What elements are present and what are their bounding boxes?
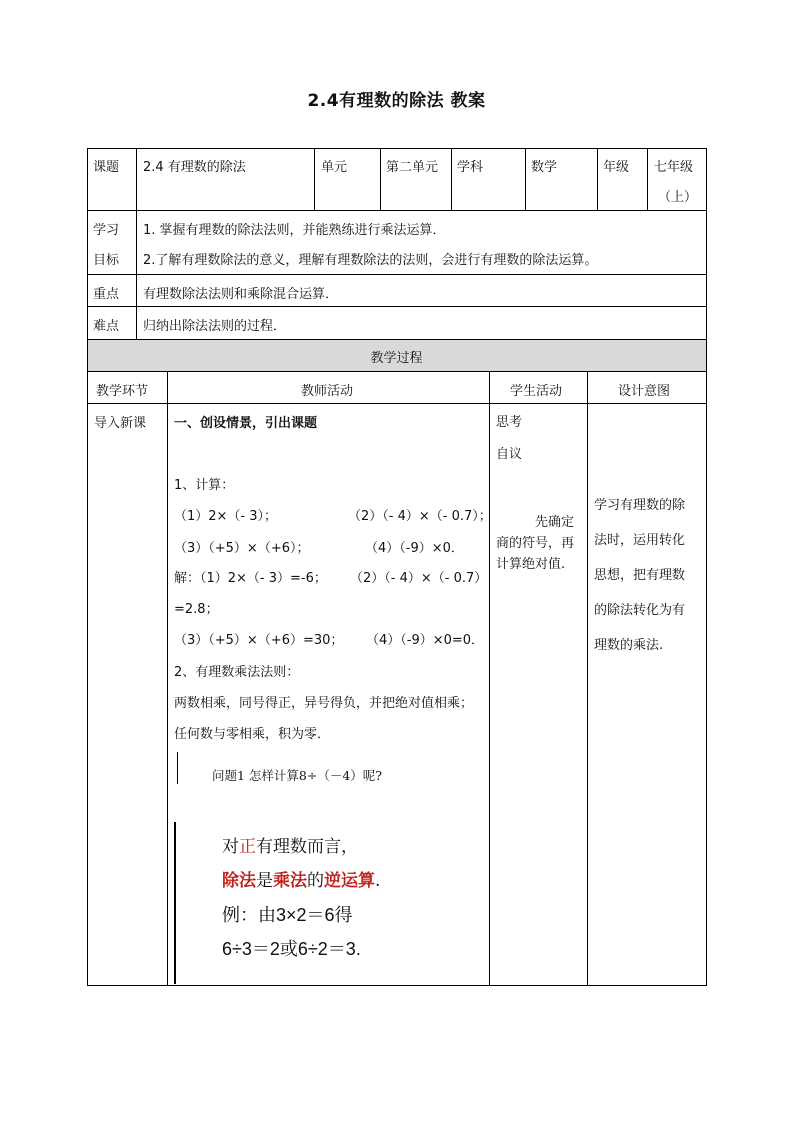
example-line-1: 例：由3×2＝6得 <box>222 905 353 925</box>
question-1: （1）2×（- 3）； <box>174 509 278 524</box>
note-bar <box>174 822 176 984</box>
answer-3: （3）（+5）×（+6）=30； <box>174 633 344 648</box>
column-stage: 教学环节 <box>96 384 149 399</box>
goals-label: 学习 <box>93 223 120 238</box>
subject-label: 学科 <box>457 160 484 175</box>
intent-line-4: 的除法转化为有 <box>594 603 686 618</box>
question-bar <box>177 752 178 784</box>
intent-line-2: 法时，运用转化 <box>594 533 686 548</box>
intent-line-5: 理数的乘法. <box>594 638 664 653</box>
student-line-4: 商的符号，再 <box>496 536 575 551</box>
goal-1: 1. 掌握有理数的除法法则，并能熟练进行乘法运算． <box>143 223 446 238</box>
process-header: 教学过程 <box>370 351 423 366</box>
goal-2: 2.了解有理数除法的意义，理解有理数除法的法则，会进行有理数的除法运算。 <box>143 253 598 268</box>
column-intent: 设计意图 <box>618 384 671 399</box>
key-label: 重点 <box>93 287 120 302</box>
goals-label-2: 目标 <box>93 253 120 268</box>
note-line-1: 对正有理数而言， <box>222 837 358 857</box>
rule-heading: 2、有理数乘法法则： <box>174 665 300 680</box>
rule-2: 任何数与零相乘，积为零． <box>174 727 331 742</box>
example-line-2: 6÷3＝2或6÷2＝3. <box>222 939 361 959</box>
course-value: 2.4 有理数的除法 <box>143 160 246 175</box>
student-line-2: 自议 <box>496 447 523 462</box>
unit-value: 第二单元 <box>386 160 439 175</box>
difficulty-label: 难点 <box>93 319 120 334</box>
column-student: 学生活动 <box>510 384 563 399</box>
answer-2-result: =2.8； <box>174 602 219 617</box>
page-title: 2.4有理数的除法 教案 <box>307 91 486 111</box>
column-teacher: 教师活动 <box>301 384 354 399</box>
question-2: （2）（- 4）×（- 0.7）； <box>348 509 492 524</box>
student-line-3: 先确定 <box>535 515 575 530</box>
unit-label: 单元 <box>321 160 348 175</box>
student-line-5: 计算绝对值. <box>496 557 566 572</box>
question-4: （4）（-9）×0． <box>365 541 464 556</box>
key-value: 有理数除法法则和乘除混合运算． <box>143 287 339 302</box>
stage-name: 导入新课 <box>94 416 147 431</box>
grade-value: 七年级 <box>654 160 694 175</box>
answer-4: （4）（-9）×0=0． <box>366 633 485 648</box>
difficulty-value: 归纳出除法法则的过程． <box>143 319 287 334</box>
student-line-1: 思考 <box>496 415 523 430</box>
question-3: （3）（+5）×（+6）； <box>174 541 310 556</box>
note-line-2: 除法是乘法的逆运算. <box>222 871 381 891</box>
section-title: 一、创设情景，引出课题 <box>174 416 318 431</box>
subject-value: 数学 <box>531 160 558 175</box>
intent-line-1: 学习有理数的除 <box>594 498 686 513</box>
calc-heading: 1、计算： <box>174 478 235 493</box>
question-text: 问题1 怎样计算8÷（－4）呢? <box>212 768 383 783</box>
answer-2: （2）（- 4）×（- 0.7） <box>350 571 488 586</box>
grade-term: （上） <box>658 190 698 205</box>
answer-1: 解：（1）2×（- 3）=-6； <box>174 571 327 586</box>
course-label: 课题 <box>93 160 120 175</box>
intent-line-3: 思想，把有理数 <box>594 568 686 583</box>
rule-1: 两数相乘，同号得正，异号得负，并把绝对值相乘； <box>174 696 474 711</box>
grade-label: 年级 <box>603 160 630 175</box>
